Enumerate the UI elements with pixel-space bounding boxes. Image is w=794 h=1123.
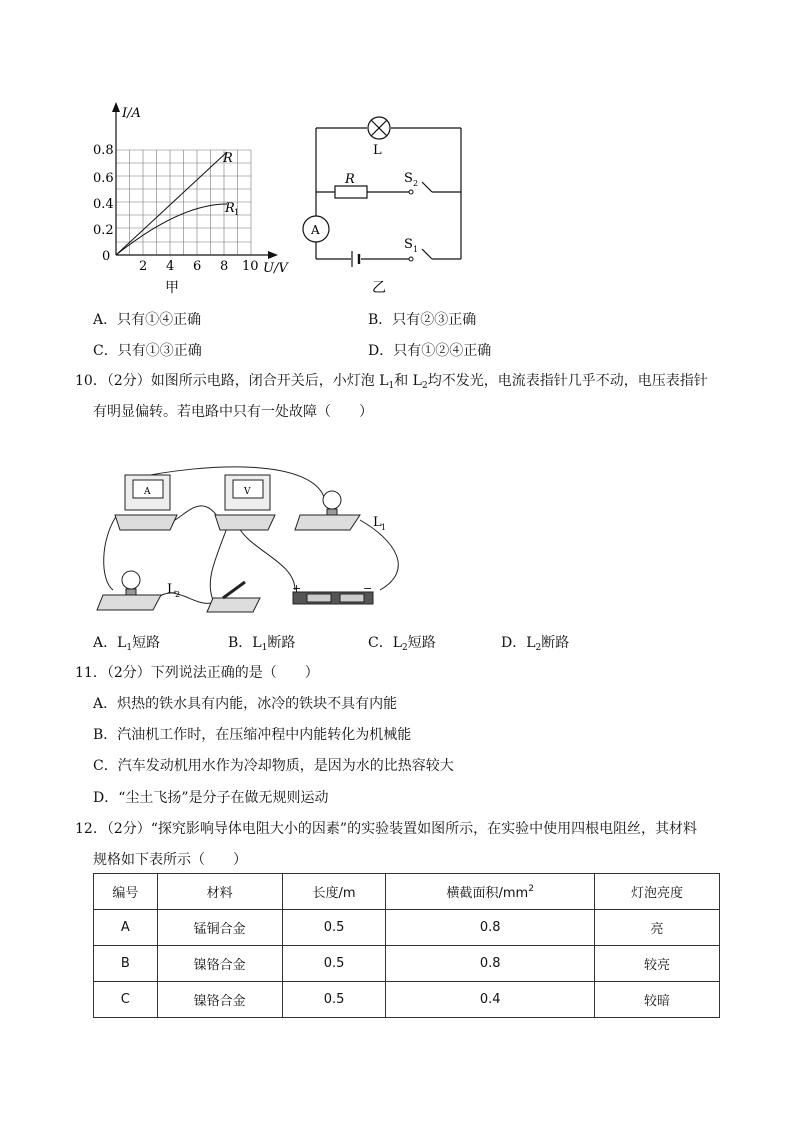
- y-tick-0.6: 0.6: [93, 171, 114, 186]
- header-id: 编号: [94, 874, 158, 910]
- cell-length: 0.5: [282, 982, 386, 1018]
- lamp-icon: [368, 117, 390, 139]
- figure-yi-circuit: [295, 110, 475, 296]
- cell-brightness: 亮: [594, 910, 719, 946]
- lamp-label: L: [373, 143, 382, 158]
- q12-text1: “探究影响导体电阻大小的因素”的实验装置如图所示，在实验中使用四根电阻丝，其材料: [150, 821, 698, 837]
- cell-length: 0.5: [282, 946, 386, 982]
- x-tick-10: 10: [242, 259, 259, 274]
- q10-score: （2分）: [106, 373, 151, 389]
- switch-s2-sub: 2: [413, 179, 419, 188]
- y-tick-0.4: 0.4: [93, 197, 114, 212]
- voltmeter-face-label: V: [244, 487, 251, 497]
- table-row: [94, 982, 720, 1018]
- battery-holder-device: [292, 582, 373, 604]
- q10-sub2: 2: [421, 381, 428, 391]
- q10-text-a: 如图所示电路，闭合开关后，小灯泡 L: [150, 373, 389, 389]
- x-tick-8: 8: [220, 259, 229, 274]
- q12-line1: [75, 819, 697, 839]
- resistor-icon: [335, 186, 367, 198]
- figure-jia-iu-graph: [90, 96, 300, 296]
- x-axis-arrow: [268, 251, 278, 259]
- resistor-label: R: [345, 172, 355, 187]
- voltmeter-device: [215, 475, 275, 530]
- x-tick-2: 2: [139, 259, 148, 274]
- l2-label: L: [167, 582, 176, 597]
- y-axis-arrow: [112, 102, 120, 112]
- q9-option-b: B．只有②③正确: [368, 312, 477, 328]
- l1-sub: 1: [381, 523, 387, 532]
- figure-yi-caption: 乙: [372, 280, 386, 296]
- battery-plus: +: [292, 582, 302, 595]
- header-length: 长度/m: [282, 874, 386, 910]
- l2-sub: 2: [175, 590, 181, 599]
- q10-option-c: C．$L_2$短路: [368, 635, 436, 653]
- q9-option-d: D．只有①②④正确: [368, 343, 492, 359]
- q10-line1: [75, 371, 708, 396]
- q10-circuit-figure: [95, 460, 415, 620]
- switch-s1-icon: [409, 257, 413, 261]
- q11-option-d: D．“尘土飞扬”是分子在做无规则运动: [93, 790, 329, 806]
- q9-option-a: A．只有①④正确: [93, 312, 202, 328]
- cell-area: 0.8: [386, 910, 595, 946]
- q11-stem: [75, 663, 319, 683]
- table-row: [94, 946, 720, 982]
- header-area: 横截面积$/mm^2$: [386, 874, 595, 910]
- q12-line2: 规格如下表所示（ ）: [93, 852, 247, 868]
- cell-material: 锰铜合金: [157, 910, 282, 946]
- q11-option-a: A．炽热的铁水具有内能，冰冷的铁块不具有内能: [93, 696, 398, 712]
- switch-s2-icon: [409, 190, 413, 194]
- cell-material: 镍铬合金: [157, 982, 282, 1018]
- q10-text-b: 和 L: [394, 373, 422, 389]
- y-tick-0.2: 0.2: [93, 223, 114, 238]
- q10-option-a: A．$L_1$短路: [93, 635, 161, 653]
- battery-icon: [352, 251, 359, 267]
- q10-text-c: 均不发光，电流表指针几乎不动，电压表指针: [427, 373, 708, 389]
- q12-number: 12．: [75, 821, 107, 837]
- cell-area: 0.8: [386, 946, 595, 982]
- y-axis-label: I/A: [122, 106, 141, 121]
- lamp-l1-device: [295, 491, 360, 530]
- header-brightness: 灯泡亮度: [594, 874, 719, 910]
- q11-option-c: C．汽车发动机用水作为冷却物质，是因为水的比热容较大: [93, 758, 454, 774]
- knife-switch-device: [207, 582, 260, 612]
- x-tick-6: 6: [193, 259, 202, 274]
- q10-line2: 有明显偏转。若电路中只有一处故障（ ）: [93, 404, 373, 420]
- line-r1-label: R: [225, 201, 235, 216]
- cell-brightness: 较亮: [594, 946, 719, 982]
- switch-s1-sub: 1: [413, 245, 419, 254]
- x-axis-label: U/V: [263, 261, 288, 276]
- q11-option-b: B．汽油机工作时，在压缩冲程中内能转化为机械能: [93, 727, 412, 743]
- cell-id: C: [94, 982, 158, 1018]
- q11-stem-text: 下列说法正确的是（ ）: [150, 665, 319, 681]
- y-tick-0: 0: [102, 249, 111, 264]
- q10-option-d: D．$L_2$断路: [501, 635, 570, 653]
- y-tick-0.8: 0.8: [93, 143, 114, 158]
- battery-minus: −: [363, 582, 373, 595]
- cell-id: B: [94, 946, 158, 982]
- line-r-label: R: [223, 151, 233, 166]
- cell-area: 0.4: [386, 982, 595, 1018]
- l1-label: L: [373, 515, 382, 530]
- x-tick-4: 4: [166, 259, 175, 274]
- q10-option-b: B．$L_1$断路: [228, 635, 296, 653]
- table-row: [94, 910, 720, 946]
- q12-material-table: [93, 873, 720, 1018]
- q11-number: 11．: [75, 665, 107, 681]
- q11-score: （2分）: [106, 665, 151, 681]
- ammeter-label: A: [311, 223, 320, 237]
- line-r1-label-sub: 1: [234, 208, 240, 217]
- cell-material: 镍铬合金: [157, 946, 282, 982]
- cell-id: A: [94, 910, 158, 946]
- switch-s2-label: S: [404, 171, 413, 186]
- q10-sub1: 1: [388, 381, 395, 391]
- ammeter-device: [115, 475, 177, 530]
- header-material: 材料: [157, 874, 282, 910]
- figure-jia-caption: 甲: [165, 280, 179, 296]
- lamp-l2-device: [97, 571, 161, 610]
- q12-score: （2分）: [106, 821, 151, 837]
- q9-option-c: C．只有①③正确: [93, 343, 202, 359]
- table-header-row: [94, 874, 720, 910]
- q10-number: 10．: [75, 373, 107, 389]
- cell-brightness: 较暗: [594, 982, 719, 1018]
- switch-s1-label: S: [404, 237, 413, 252]
- ammeter-face-label: A: [144, 487, 151, 497]
- cell-length: 0.5: [282, 910, 386, 946]
